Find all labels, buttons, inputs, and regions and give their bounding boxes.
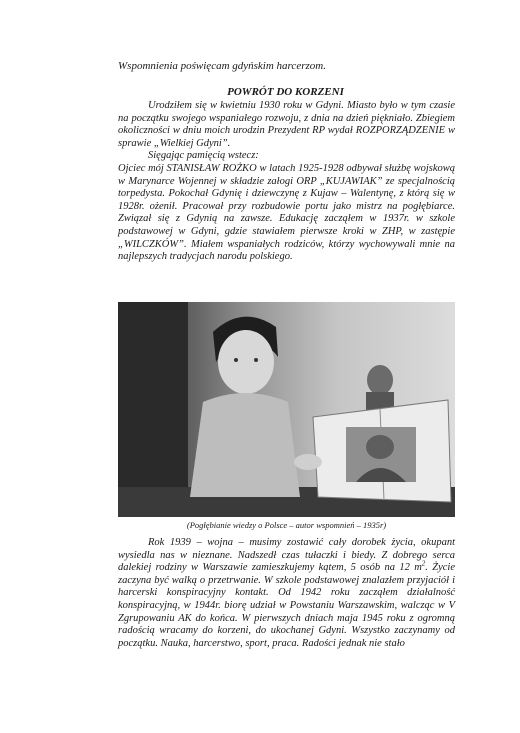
child-sweater xyxy=(190,393,300,497)
childhood-photo-drawing xyxy=(118,302,455,517)
photo-shadow xyxy=(118,302,188,517)
child-eye-left xyxy=(234,358,238,362)
child-hand xyxy=(294,454,322,470)
portrait-head xyxy=(366,435,394,459)
paragraph-war xyxy=(118,537,455,650)
childhood-photo xyxy=(118,302,455,517)
page-title: POWRÓT DO KORZENI xyxy=(227,86,344,98)
text-block-top xyxy=(118,100,455,264)
paragraph-war-part1: Rok 1939 – wojna – musimy zostawić cały dorobek życia, okupant wysiedla nas w nieznane. Nadszedł czas tułaczki i biedy. Z dobrego serca dalekiej rodziny w Warszawie zamieszkujemy kątem, 5 osób na 12 m xyxy=(118,537,455,574)
child-face xyxy=(218,330,274,394)
paragraph-father: Ojciec mój STANISŁAW ROŻKO w latach 1925-1928 odbywał służbę wojskową w Marynarce Wojennej w składzie załogi ORP „KUJAWIAK” ze specjalnością torpedysta. Pokochał Gdynię i dziewczynę z Kujaw – Walentynę, z którą się w 1928r. ożenił. Pracował przy rozbudowie portu jako mistrz na pogłębiarce. Związał się z Gdynią na zawsze. Edukację zacząłem w 1937r. w szkole podstawowej w Gdyni, gdzie stawiałem pierwsze kroki w ZHP, w zastępie „WILCZKÓW”. Miałem wspaniałych rodziców, którzy wychowywali mnie na najlepszych tradycjach narodu polskiego. xyxy=(118,162,455,263)
paragraph-war-part2: . Życie zaczyna być walką o przetrwanie. W szkole podstawowej znalazłem przyjaciół i harcerski konspiracyjny kontakt. Od 1942 roku zacząłem działalność konspiracyjną, w 1944r. biorę udział w Powstaniu Warszawskim, walcząc w V Zgrupowaniu AK do końca. W pierwszych dniach maja 1945 roku z ogromną radością wracamy do korzeni, do ukochanej Gdyni. Wszystko zaczynamy od początku. Nauka, harcerstwo, sport, praca. Radości jednak nie stało xyxy=(118,562,455,649)
dedication-line: Wspomnienia poświęcam gdyńskim harcerzom. xyxy=(118,60,326,72)
square-meter-superscript: 2 xyxy=(421,559,426,568)
text-block-bottom xyxy=(118,537,455,650)
child-eye-right xyxy=(254,358,258,362)
photo-caption: (Pogłębianie wiedzy o Polsce – autor wspomnień – 1935r) xyxy=(186,520,387,530)
paragraph-memory: Sięgając pamięcią wstecz: xyxy=(148,150,259,162)
paragraph-birth: Urodziłem się w kwietniu 1930 roku w Gdyni. Miasto było w tym czasie na początku swojego wspaniałego rozwoju, z dnia na dzień piękniało. Zbiegiem okoliczności w dniu moich urodzin Prezydent RP wydał ROZPORZĄDZENIE w sprawie „Wielkiej Gdyni”. xyxy=(118,100,455,149)
bust-head xyxy=(367,365,393,395)
